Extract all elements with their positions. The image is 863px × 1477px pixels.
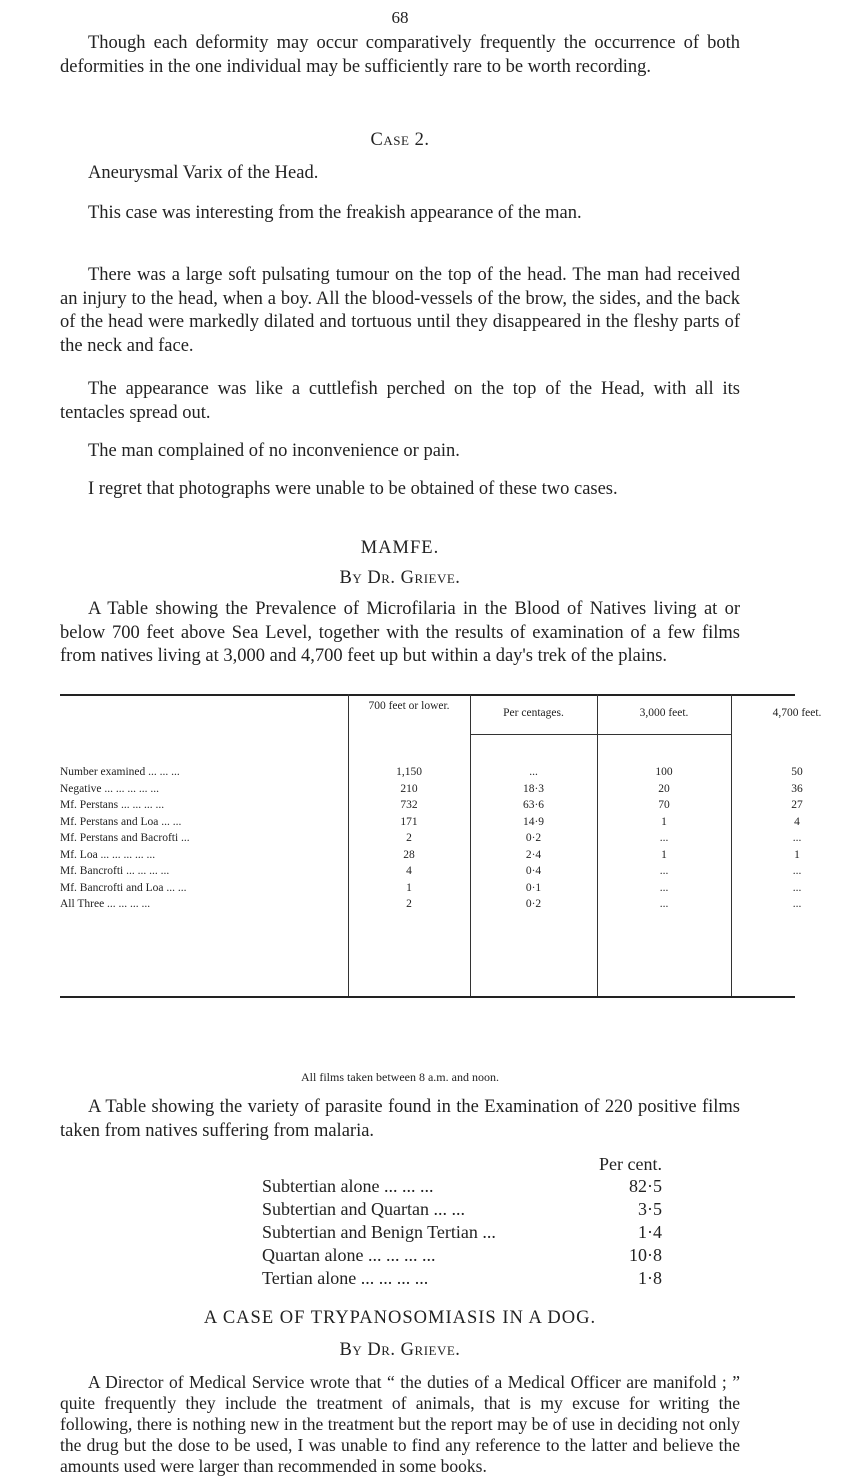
table-column-divider xyxy=(348,694,349,996)
section-author: By Dr. Grieve. xyxy=(339,568,461,588)
table-cell: 18·3 xyxy=(522,782,545,795)
table-cell: ... xyxy=(659,881,669,894)
table-cell: ... xyxy=(659,865,669,877)
table-row-label: Mf. Perstans and Bacrofti ... xyxy=(60,832,190,844)
table-cell: 20 xyxy=(658,782,670,795)
percent-value: 10·8 xyxy=(629,1245,662,1265)
table-cell: 2·4 xyxy=(525,848,542,861)
table-cell: 50 xyxy=(791,766,803,778)
table-cell: 1 xyxy=(406,881,412,894)
parasite-label: Subtertian and Benign Tertian ... xyxy=(262,1222,496,1242)
table-cell: 14·9 xyxy=(522,815,545,828)
table-cell: ... xyxy=(792,865,802,877)
table-cell: 1 xyxy=(794,848,800,861)
table-cell: 2 xyxy=(406,832,412,844)
table-row-label: Mf. Perstans ... ... ... ... xyxy=(60,799,165,811)
table-row xyxy=(262,1245,662,1267)
paragraph-interesting: This case was interesting from the freakish appearance of the man. xyxy=(88,203,582,223)
table-row-label: Number examined ... ... ... xyxy=(60,766,180,778)
parasite-label: Quartan alone ... ... ... ... xyxy=(262,1245,436,1265)
column-header-4700ft: 4,700 feet. xyxy=(772,707,822,719)
paragraph-deformity: Though each deformity may occur comparatively frequently the occurrence of both deformities in the one individual may be sufficiently rare to be worth recording. xyxy=(60,33,740,77)
case-heading: Case 2. xyxy=(370,130,430,150)
table-top-rule xyxy=(60,694,795,696)
percent-value: 1·8 xyxy=(638,1268,662,1288)
table-cell: ... xyxy=(529,766,538,778)
table-cell: 210 xyxy=(400,782,418,795)
column-header-3000ft: 3,000 feet. xyxy=(639,707,689,719)
section-title-mamfe: MAMFE. xyxy=(360,538,440,558)
table-cell: 28 xyxy=(403,848,415,861)
table-bottom-rule xyxy=(60,996,795,998)
microfilaria-table xyxy=(60,694,822,1054)
table-cell: ... xyxy=(659,898,669,910)
table-cell: 36 xyxy=(791,782,803,795)
table-column-divider xyxy=(470,694,471,996)
table-row xyxy=(262,1199,662,1221)
table-cell: 0·2 xyxy=(525,832,542,844)
table-cell: 0·2 xyxy=(525,898,542,910)
table-row xyxy=(262,1176,662,1198)
table-row xyxy=(262,1222,662,1244)
paragraph-photographs: I regret that photographs were unable to be obtained of these two cases. xyxy=(88,479,618,499)
column-header-700ft: 700 feet or lower. xyxy=(368,700,450,712)
paragraph-tumour: There was a large soft pulsating tumour on the top of the head. The man had received an injury to the head, when a boy. All the blood-vessels of the brow, the sides, and the back of the head were markedly dilated and tortuous until they disappeared in the fleshy parts of the neck and face. xyxy=(60,265,740,356)
table-column-divider xyxy=(597,694,598,996)
table-row-label: Mf. Bancrofti ... ... ... ... xyxy=(60,865,170,877)
paragraph-malaria-table-intro: A Table showing the variety of parasite found in the Examination of 220 positive films taken from natives suffering from malaria. xyxy=(60,1097,740,1141)
table-cell: 63·6 xyxy=(522,799,545,811)
table-cell: 4 xyxy=(794,815,800,828)
table-cell: ... xyxy=(659,832,669,844)
table-column-divider xyxy=(731,694,732,996)
percent-value: 1·4 xyxy=(638,1222,662,1242)
table-row xyxy=(262,1268,662,1290)
table-cell: 0·4 xyxy=(525,865,542,877)
table-cell: ... xyxy=(792,881,802,894)
paragraph-no-pain: The man complained of no inconvenience or pain. xyxy=(88,441,460,461)
parasite-label: Subtertian and Quartan ... ... xyxy=(262,1199,465,1219)
column-header-percentages: Per centages. xyxy=(503,707,564,719)
percent-value: 3·5 xyxy=(638,1199,662,1219)
parasite-label: Tertian alone ... ... ... ... xyxy=(262,1268,429,1288)
table-row-label: Mf. Perstans and Loa ... ... xyxy=(60,815,182,828)
table-cell: 100 xyxy=(655,766,673,778)
table-cell: 732 xyxy=(400,799,418,811)
table-cell: 27 xyxy=(791,799,803,811)
table-cell: 171 xyxy=(400,815,418,828)
page-number: 68 xyxy=(391,8,409,27)
table-row-label: Mf. Bancrofti and Loa ... ... xyxy=(60,881,187,894)
table-cell: ... xyxy=(792,898,802,910)
table-note: All films taken between 8 a.m. and noon. xyxy=(301,1070,499,1084)
table-cell: 4 xyxy=(406,865,412,877)
paragraph-cuttlefish: The appearance was like a cuttlefish perched on the top of the Head, with all its tentacles spread out. xyxy=(60,379,740,423)
table-cell: 1 xyxy=(661,848,667,861)
table-header-rule xyxy=(597,734,731,735)
table-cell: 0·1 xyxy=(525,881,542,894)
parasite-label: Subtertian alone ... ... ... xyxy=(262,1176,434,1196)
paragraph-director: A Director of Medical Service wrote that “ the duties of a Medical Officer are manifold ; ” quite frequently they include the treatment of animals, that is my excuse for writing the following, there is nothing new in the treatment but the report may be of use in deciding not only the drug but the dose to be used, I was unable to find any reference to the latter and believe the amounts used were larger than recommended in some books. xyxy=(60,1372,740,1476)
section-title-trypanosomiasis: A CASE OF TRYPANOSOMIASIS IN A DOG. xyxy=(203,1308,597,1328)
table-row-label: All Three ... ... ... ... xyxy=(60,898,151,910)
table-cell: ... xyxy=(792,832,802,844)
paragraph-microfilaria-table-intro: A Table showing the Prevalence of Microfilaria in the Blood of Natives living at or below 700 feet above Sea Level, together with the results of examination of a few films from natives living at 3,000 and 4,700 feet up but within a day's trek of the plains. xyxy=(60,599,740,666)
case-title: Aneurysmal Varix of the Head. xyxy=(88,163,319,183)
percent-value: 82·5 xyxy=(629,1176,662,1196)
table-row-label: Mf. Loa ... ... ... ... ... xyxy=(60,848,156,861)
section-author: By Dr. Grieve. xyxy=(339,1340,461,1360)
percent-header-row xyxy=(262,1154,662,1176)
percent-header: Per cent. xyxy=(599,1154,662,1174)
table-row-label: Negative ... ... ... ... ... xyxy=(60,782,160,795)
table-header-rule xyxy=(470,734,597,735)
table-cell: 2 xyxy=(406,898,412,910)
table-cell: 70 xyxy=(658,799,670,811)
table-cell: 1,150 xyxy=(396,766,422,778)
table-cell: 1 xyxy=(661,815,667,828)
